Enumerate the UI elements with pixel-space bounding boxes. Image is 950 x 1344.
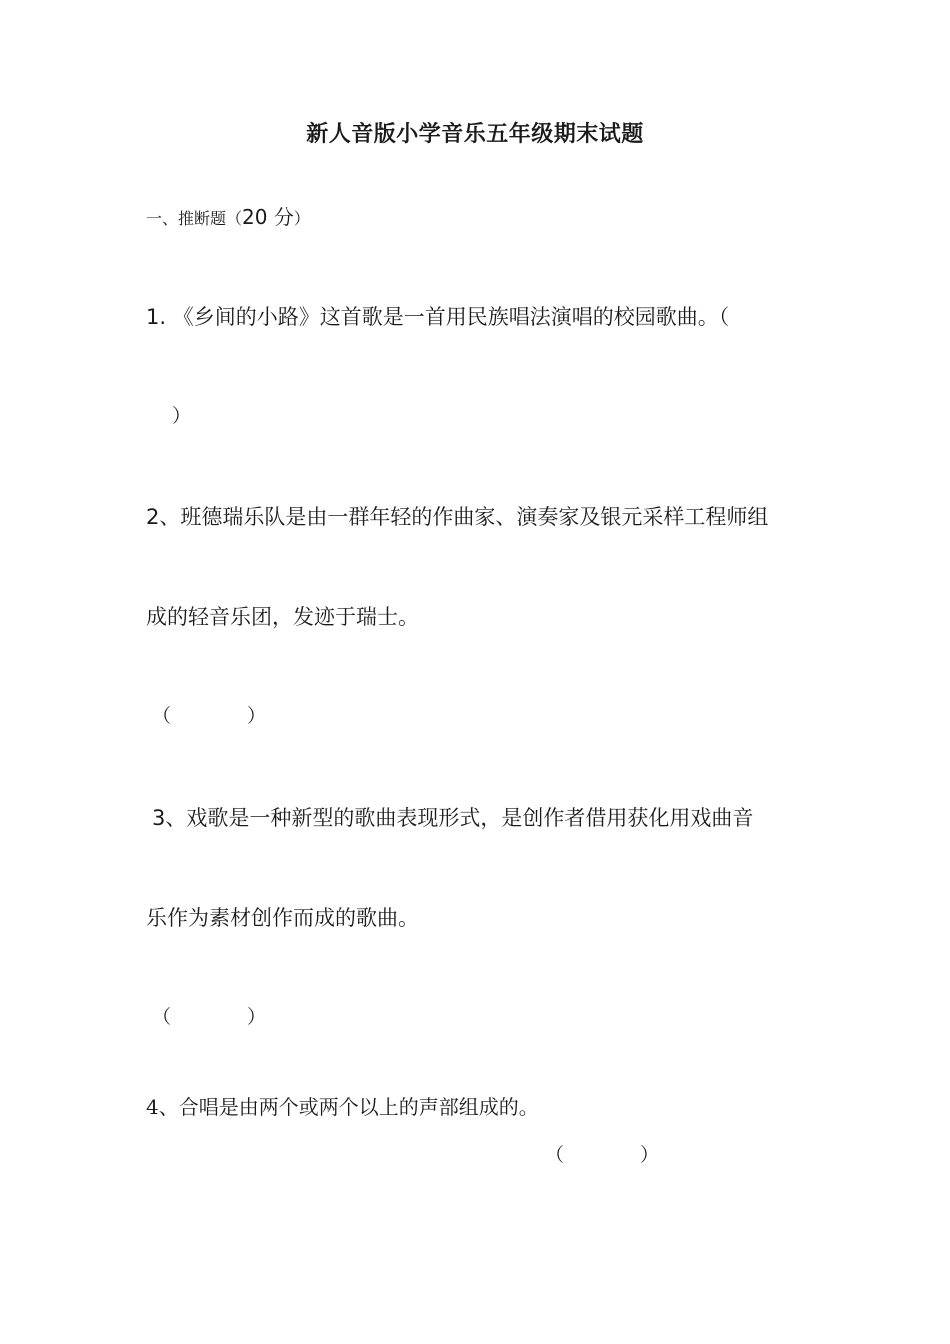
section-points: 20 分: [242, 205, 294, 229]
section-label: 一、推断题（: [146, 209, 243, 228]
question-1-answer-close: ）: [172, 405, 192, 427]
question-3-line-1: [152, 808, 753, 829]
question-3-answer: （ ）: [152, 1006, 267, 1028]
page-title: 新人音版小学音乐五年级期末试题: [306, 122, 644, 147]
question-1-text: 《乡间的小路》这首歌是一首用民族唱法演唱的校园歌曲。（: [172, 305, 730, 329]
question-1-line-1: [146, 307, 729, 328]
section-heading: [146, 207, 310, 227]
section-close: ）: [293, 209, 310, 228]
question-4-text: 合唱是由两个或两个以上的声部组成的。: [178, 1095, 539, 1119]
question-3-text-1: 戏歌是一种新型的歌曲表现形式，是创作者借用获化用戏曲音: [186, 806, 754, 830]
question-2-text-1: 班德瑞乐队是由一群年轻的作曲家、演奏家及银元采样工程师组: [180, 505, 769, 529]
question-3-line-2: 乐作为素材创作而成的歌曲。: [146, 906, 419, 930]
question-4-number: 4、: [146, 1095, 179, 1119]
question-4-answer: （ ）: [545, 1144, 660, 1166]
question-1-number: 1.: [146, 305, 167, 329]
question-2-answer: （ ）: [152, 705, 267, 727]
question-4-line-1: [146, 1097, 539, 1117]
question-2-line-1: [146, 507, 768, 528]
question-2-line-2: 成的轻音乐团，发迹于瑞士。: [146, 605, 419, 629]
question-3-number: 3、: [152, 806, 187, 830]
question-2-number: 2、: [146, 505, 181, 529]
